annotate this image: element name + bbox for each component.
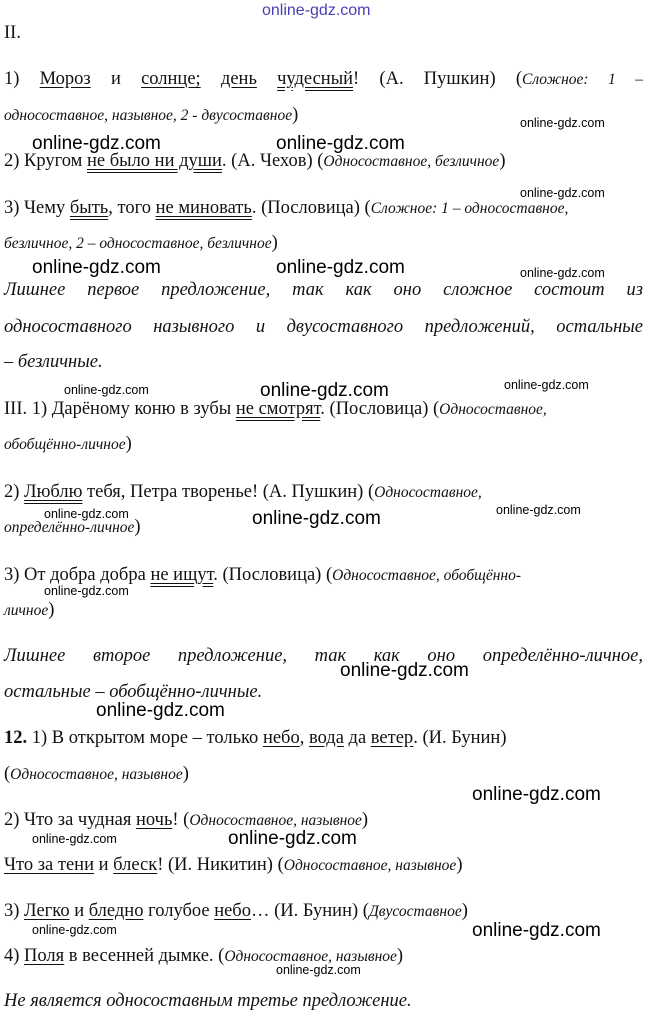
watermark: online-gdz.com xyxy=(340,660,469,681)
section-3-sentence-3-note: личное) xyxy=(4,600,55,620)
watermark: online-gdz.com xyxy=(44,584,129,598)
watermark: online-gdz.com xyxy=(520,266,605,280)
watermark: online-gdz.com xyxy=(472,920,601,941)
watermark: online-gdz.com xyxy=(496,503,581,517)
section-3-sentence-2-note: определённо-личное) xyxy=(4,517,141,537)
section-2-heading: II. xyxy=(4,23,21,43)
section-2-conclusion-2: односоставного назывного и двусоставного предложений, остальные xyxy=(4,317,643,337)
watermark: online-gdz.com xyxy=(96,700,225,721)
watermark: online-gdz.com xyxy=(32,133,161,154)
section-3-sentence-1-note: обобщённо-личное) xyxy=(4,434,132,454)
watermark: online-gdz.com xyxy=(260,380,389,401)
section-2-sentence-1: 1) Мороз и солнце; день чудесный! (А. Пушкин) (Сложное: 1 – xyxy=(4,69,644,89)
section-2-sentence-1-note: односоставное, назывное, 2 - двусоставное) xyxy=(4,105,299,125)
task-number: 12. xyxy=(4,728,28,748)
watermark: online-gdz.com xyxy=(64,383,149,397)
section-3-conclusion-2: остальные – обобщённо-личные. xyxy=(4,682,263,702)
section-3-sentence-2: 2) Люблю тебя, Петра творенье! (А. Пушкин) (Односоставное, xyxy=(4,482,482,502)
section-2-conclusion-1: Лишнее первое предложение, так как оно сложное состоит из xyxy=(4,280,643,300)
task-12-sentence-2b: Что за тени и блеск! (И. Никитин) (Односоставное, назывное) xyxy=(4,855,463,875)
watermark: online-gdz.com xyxy=(520,186,605,200)
watermark: online-gdz.com xyxy=(32,832,117,846)
watermark: online-gdz.com xyxy=(228,828,357,849)
task-12-sentence-1: 12. 1) В открытом море – только небо, вода да ветер. (И. Бунин) xyxy=(4,728,507,748)
watermark: online-gdz.com xyxy=(276,963,361,977)
header-watermark: online-gdz.com xyxy=(262,2,371,19)
section-2-sentence-3: 3) Чему быть, того не миновать. (Пословица) (Сложное: 1 – односоставное, xyxy=(4,198,569,218)
section-2-sentence-3-note: безличное, 2 – односоставное, безличное) xyxy=(4,233,278,253)
section-3-sentence-1: III. 1) Дарёному коню в зубы не смотрят. (Пословица) (Односоставное, xyxy=(4,399,547,419)
watermark: online-gdz.com xyxy=(276,133,405,154)
section-3-sentence-3: 3) От добра добра не ищут. (Пословица) (Односоставное, обобщённо- xyxy=(4,565,522,585)
section-3-conclusion-1: Лишнее второе предложение, так как оно определённо-личное, xyxy=(4,646,643,666)
watermark: online-gdz.com xyxy=(252,508,381,529)
task-12-sentence-1-note: (Односоставное, назывное) xyxy=(4,764,189,784)
section-2-sentence-2: 2) Кругом не было ни души. (А. Чехов) (Односоставное, безличное) xyxy=(4,151,506,171)
task-12-sentence-3: 3) Легко и бледно голубое небо… (И. Бунин) (Двусоставное) xyxy=(4,901,468,921)
task-12-conclusion: Не является односоставным третье предложение. xyxy=(4,991,412,1011)
section-2-conclusion-3: – безличные. xyxy=(4,352,103,372)
watermark: online-gdz.com xyxy=(472,784,601,805)
watermark: online-gdz.com xyxy=(520,116,605,130)
watermark: online-gdz.com xyxy=(276,257,405,278)
task-12-sentence-4: 4) Поля в весенней дымке. (Односоставное, назывное) xyxy=(4,946,404,966)
task-12-sentence-2: 2) Что за чудная ночь! (Односоставное, назывное) xyxy=(4,810,369,830)
watermark: online-gdz.com xyxy=(44,507,129,521)
watermark: online-gdz.com xyxy=(32,923,117,937)
watermark: online-gdz.com xyxy=(504,378,589,392)
watermark: online-gdz.com xyxy=(32,257,161,278)
